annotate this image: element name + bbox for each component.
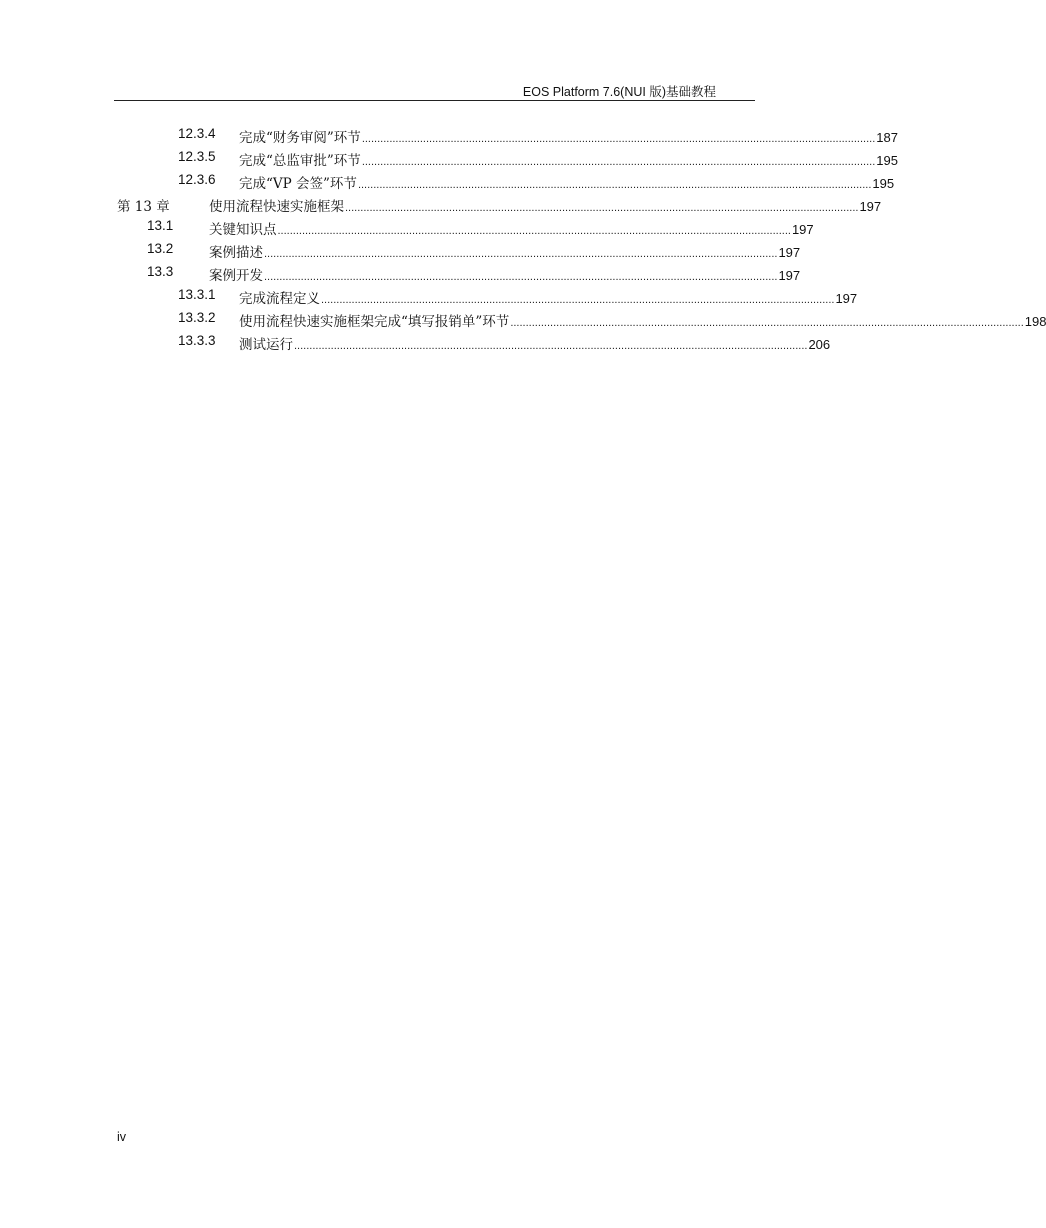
toc-leader-dots: ........................................................................................................................................................................ <box>294 340 808 352</box>
toc-leader-dots: ........................................................................................................................................................................ <box>345 202 859 214</box>
header-title: EOS Platform 7.6(NUI 版)基础教程 <box>522 85 716 99</box>
toc-entry[interactable] <box>147 264 801 286</box>
toc-entry-title: 使用流程快速实施框架 <box>209 199 344 215</box>
running-header <box>114 82 755 101</box>
toc-entry-title: 完成流程定义 <box>239 291 320 307</box>
toc-leader-dots: ........................................................................................................................................................................ <box>264 248 778 260</box>
toc-leader-dots: ........................................................................................................................................................................ <box>357 179 872 191</box>
toc-entry-number: 13.1 <box>147 218 174 233</box>
toc-entry-title: 案例开发 <box>209 268 263 284</box>
toc-entry-number: 13.3.2 <box>178 310 216 325</box>
toc-entry[interactable] <box>178 333 831 355</box>
toc-entry-page: 197 <box>859 199 882 214</box>
toc-entry-title: 完成“财务审阅”环节 <box>239 130 361 146</box>
toc-entry[interactable] <box>178 172 895 194</box>
toc-entry[interactable] <box>178 310 1046 332</box>
toc-entry-page: 195 <box>872 176 895 191</box>
page-number: iv <box>117 1130 127 1144</box>
toc-entry-title: 使用流程快速实施框架完成“填写报销单”环节 <box>239 314 510 330</box>
toc-entry-number: 13.3.3 <box>178 333 216 348</box>
toc-entry[interactable] <box>178 287 858 309</box>
toc-entry-number: 12.3.4 <box>178 126 216 141</box>
toc-entry-page: 206 <box>808 337 831 352</box>
toc-leader-dots: ........................................................................................................................................................................ <box>264 271 778 283</box>
toc-entry-number: 13.2 <box>147 241 174 256</box>
toc-entry-page: 197 <box>778 268 801 283</box>
toc-chapter-number: 第 13 章 <box>117 199 170 215</box>
toc-entry-number: 13.3.1 <box>178 287 216 302</box>
toc-entry-number: 13.3 <box>147 264 174 279</box>
toc-leader-dots: ........................................................................................................................................................................ <box>510 317 1024 329</box>
toc-entry-title: 测试运行 <box>239 337 293 353</box>
toc-leader-dots: ........................................................................................................................................................................ <box>361 156 876 168</box>
toc-entry[interactable] <box>147 241 801 263</box>
toc-entry[interactable] <box>147 218 814 240</box>
toc-entry-page: 197 <box>778 245 801 260</box>
toc-entry-page: 197 <box>835 291 858 306</box>
toc-leader-dots: ........................................................................................................................................................................ <box>361 133 876 145</box>
toc-leader-dots: ........................................................................................................................................................................ <box>277 225 791 237</box>
toc-entry[interactable] <box>178 149 898 171</box>
toc-entry-page: 197 <box>791 222 814 237</box>
toc-entry-title: 完成“VP 会签”环节 <box>239 176 357 192</box>
toc-entry-page: 187 <box>876 130 898 145</box>
toc-chapter-entry[interactable] <box>117 195 882 217</box>
toc-entry-page: 198 <box>1024 314 1046 329</box>
toc-entry-title: 案例描述 <box>209 245 263 261</box>
toc-entry-page: 195 <box>876 153 898 168</box>
toc-leader-dots: ........................................................................................................................................................................ <box>321 294 835 306</box>
toc-entry-title: 完成“总监审批”环节 <box>239 153 361 169</box>
toc-entry-number: 12.3.5 <box>178 149 216 164</box>
toc-entry-number: 12.3.6 <box>178 172 216 187</box>
toc-entry[interactable] <box>178 126 898 148</box>
toc-entry-title: 关键知识点 <box>209 222 277 238</box>
